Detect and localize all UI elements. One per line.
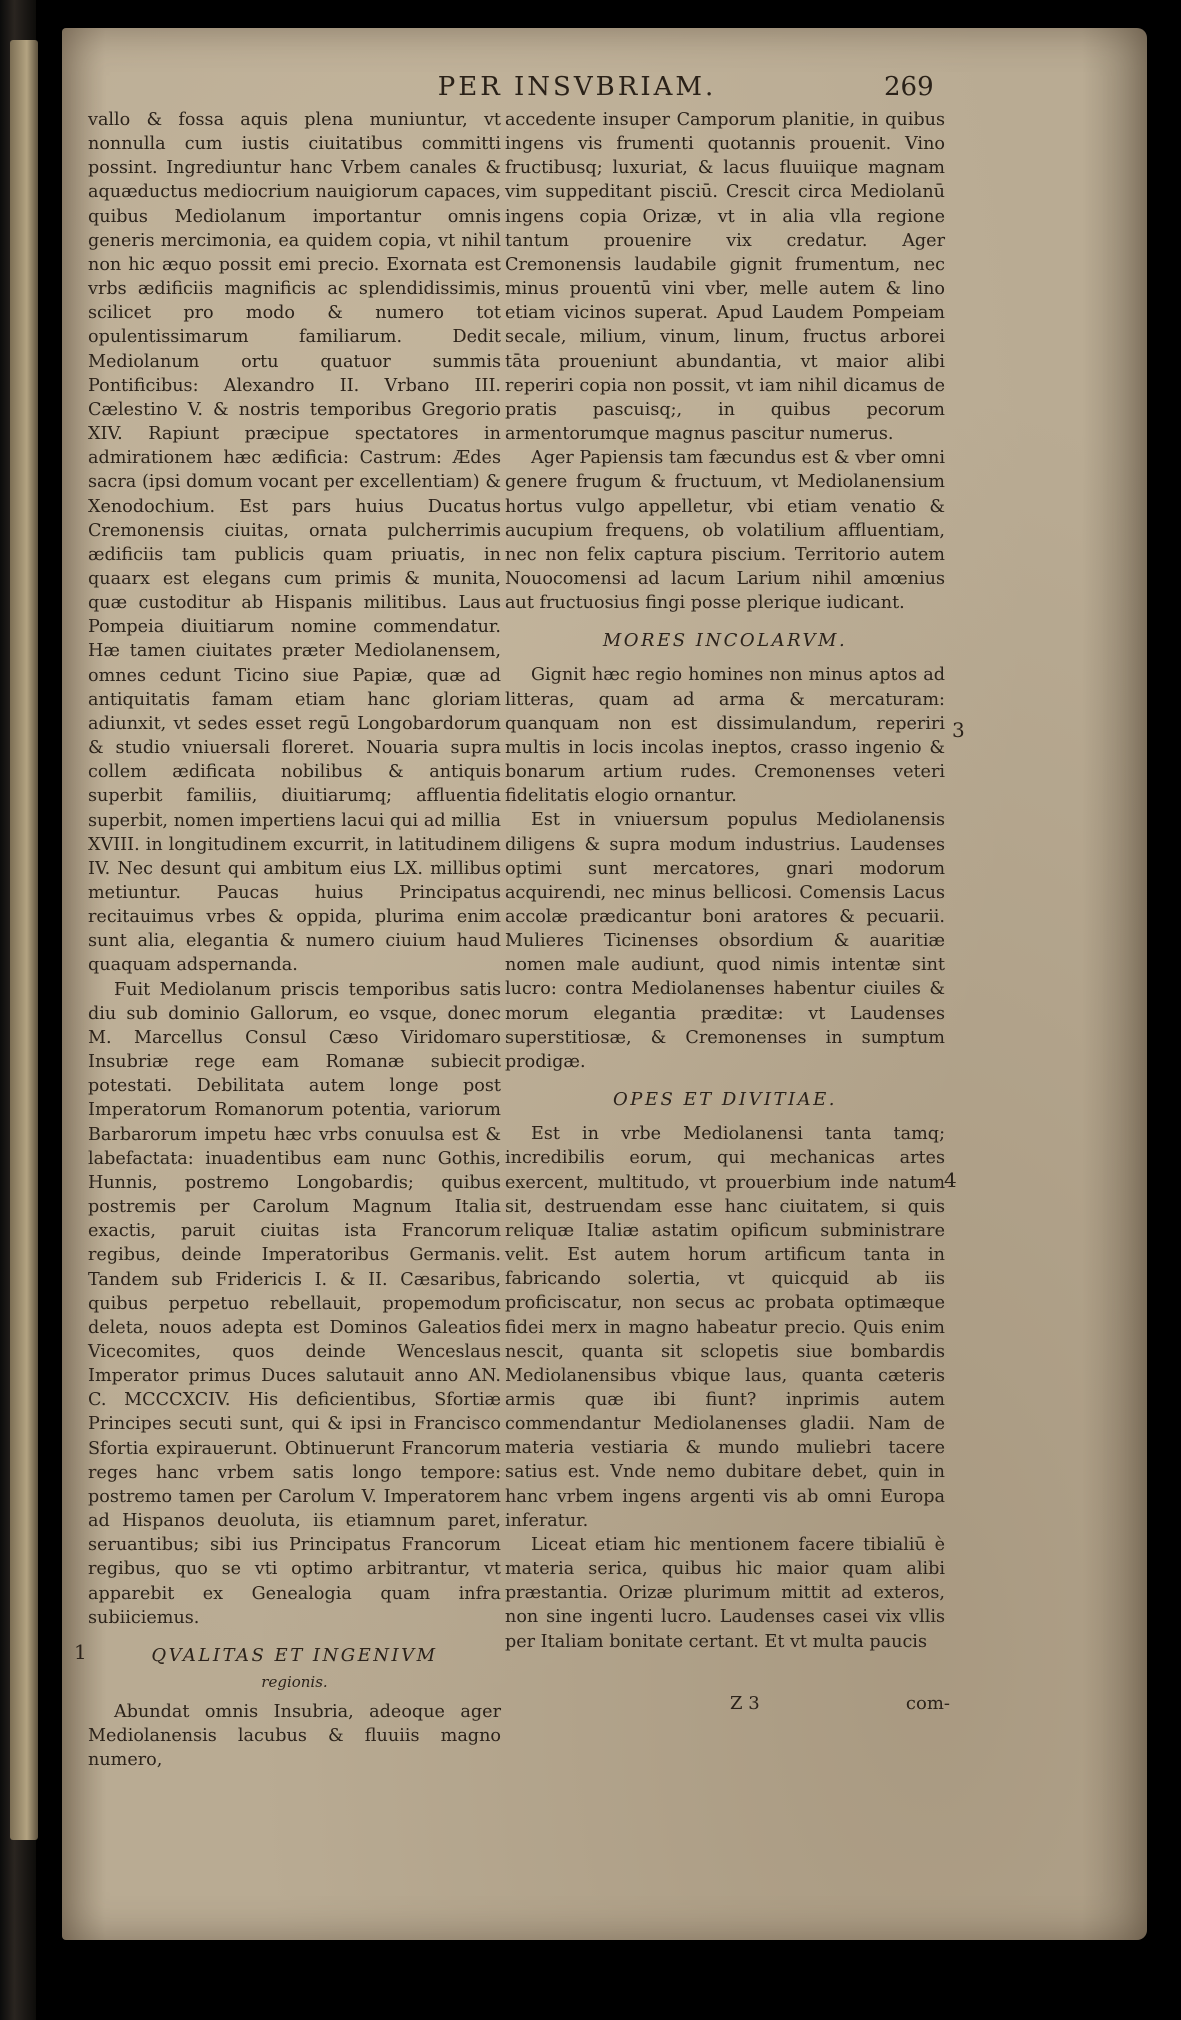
paragraph: vallo & fossa aquis plena muniuntur, vt nonnulla cum iustis ciuitatibus committi possint. Ingrediuntur hanc Vrbem canales & aquæductus mediocrium nauigiorum capaces, quibus Mediolanum importantur omnis generis mercimonia, ea quidem copia, vt nihil non hic æquo possit emi precio. Exornata est vrbs ædificiis magnificis ac splendidissimis, scilicet pro modo & numero tot opulentissimarum familiarum. Dedit Mediolanum ortu quatuor summis Pontificibus: Alexandro II. Vrbano III. Cælestino V. & nostris temporibus Gregorio XIV. Rapiunt præcipue spectatores in admirationem hæc ædificia: Castrum: Ædes sacra (ipsi domum vocant per excellentiam) & Xenodochium. Est pars huius Ducatus Cremonensis ciuitas, ornata pulcherrimis ædificiis tam publicis quam priuatis, in quaarx est elegans cum primis & munita, quæ custoditur ab Hispanis militibus. Laus Pompeia diuitiarum nomine commendatur. Hæ tamen ciuitates præter Mediolanensem, omnes cedunt Ticino siue Papiæ, quæ ad antiquitatis famam etiam hanc gloriam adiunxit, vt sedes esset regū Longobardorum & studio vniuersali floreret. Nouaria supra collem ædificata nobilibus & antiquis superbit familiis, diuitiarumq; affluentia superbit, nomen impertiens lacui qui ad millia XVIII. in longitudinem excurrit, in latitudinem IV. Nec desunt qui ambitum eius LX. millibus metiuntur. Paucas huius Principatus recitauimus vrbes & oppida, plurima enim sunt alia, elegantia & numero ciuium haud quaquam adspernanda. [88, 110, 501, 976]
margin-number-1: 1 [74, 1640, 87, 1664]
section-heading-mores: MORES INCOLARVM. [602, 630, 848, 652]
section-heading-opes: OPES ET DIVITIAE. [612, 1089, 838, 1111]
section-subheading: regionis. [261, 1673, 328, 1691]
margin-number-4: 4 [944, 1168, 957, 1192]
paragraph: Gignit hæc regio homines non minus aptos ad litteras, quam ad arma & mercaturam: quanquam non est dissimulandum, reperiri multis in locis incolas ineptos, crasso ingenio & bonarum artium rudes. Cremonenses veteri fidelitatis elogio ornantur. [505, 665, 945, 807]
facing-page-edge [10, 40, 38, 1840]
margin-number-3: 3 [952, 718, 965, 742]
catchword: com- [905, 1693, 950, 1714]
running-head: PER INSVBRIAM. [437, 72, 717, 102]
paragraph: Est in vniuersum populus Mediolanensis diligens & supra modum industrius. Laudenses optimi sunt mercatores, gnari modorum acquirendi, nec minus bellicosi. Comensis Lacus accolæ prædicantur boni aratores & pecuarii. Mulieres Ticinenses obsordium & auaritiæ nomen male audiunt, quod nimis intentæ sint lucro: contra Mediolanenses habentur ciuiles & morum elegantia præditæ: vt Laudenses superstitiosæ, & Cremonenses in sumptum prodigæ. [505, 810, 945, 1072]
left-column [88, 108, 501, 1773]
paragraph: accedente insuper Camporum planitie, in quibus ingens vis frumenti quotannis prouenit. Vino fructibusq; luxuriat, & lacus fluuiique magnam vim suppeditant pisciū. Crescit circa Mediolanū ingens copia Orizæ, vt in alia vlla regione tantum prouenire vix credatur. Ager Cremonensis laudabile gignit frumentum, nec minus prouentū vini vber, melle autem & lino etiam vicinos superat. Apud Laudem Pompeiam secale, milium, vinum, linum, fructus arborei tāta proueniunt abundantia, vt maior alibi reperiri copia non possit, vt iam nihil dicamus de pratis pascuisq;, in quibus pecorum armentorumque magnus pascitur numerus. [505, 110, 945, 445]
signature-mark: Z 3 [730, 1693, 760, 1714]
page-header [62, 72, 1147, 112]
paragraph: Liceat etiam hic mentionem facere tibialiū è materia serica, quibus hic maior quam alibi præstantia. Orizæ plurimum mittit ad exteros, non sine ingenti lucro. Laudenses casei vix vllis per Italiam bonitate certant. Et vt multa paucis [505, 1534, 945, 1652]
right-column [505, 108, 945, 1654]
paragraph: Est in vrbe Mediolanensi tanta tamq; incredibilis eorum, qui mechanicas artes exercent, multitudo, vt prouerbium inde natum sit, destruendam esse hanc ciuitatem, si quis reliquæ Italiæ astatim opificum subministrare velit. Est autem horum artificum tanta in fabricando solertia, vt quicquid ab iis proficiscatur, non secus ac probata optimæque fidei merx in magno habeatur precio. Quis enim nescit, quanta sit sclopetis siue bombardis Mediolanensibus vbique laus, quanta cæteris armis quæ ibi fiunt? inprimis autem commendantur Mediolanenses gladii. Nam de materia vestiaria & mundo muliebri tacere satius est. Vnde nemo dubitare debet, quin in hanc vrbem ingens argenti vis ab omni Europa inferatur. [505, 1124, 945, 1531]
paragraph: Ager Papiensis tam fæcundus est & vber omni genere frugum & fructuum, vt Mediolanensium hortus vulgo appelletur, vbi etiam venatio & aucupium frequens, ob volatilium affluentiam, nec non felix captura piscium. Territorio autem Nouocomensi ad lacum Larium nihil amœnius aut fructuosius fingi posse plerique iudicant. [505, 448, 945, 614]
page-footer [730, 1693, 950, 1723]
paragraph: Abundat omnis Insubria, adeoque ager Mediolanensis lacubus & fluuiis magno numero, [88, 1702, 501, 1771]
section-heading-qualitas: QVALITAS ET INGENIVM [151, 1644, 438, 1666]
page-number: 269 [884, 72, 934, 102]
paragraph: Fuit Mediolanum priscis temporibus satis diu sub dominio Gallorum, eo vsque, donec M. Marcellus Consul Cæso Viridomaro Insubriæ rege eam Romanæ subiecit potestati. Debilitata autem longe post Imperatorum Romanorum potentia, variorum Barbarorum impetu hæc vrbs conuulsa est & labefactata: inuadentibus eam nunc Gothis, Hunnis, postremo Longobardis; quibus postremis per Carolum Magnum Italia exactis, paruit ciuitas ista Francorum regibus, deinde Imperatoribus Germanis. Tandem sub Fridericis I. & II. Cæsaribus, quibus perpetuo rebellauit, propemodum deleta, nouos adepta est Dominos Galeatios Vicecomites, quos deinde Wenceslaus Imperator primus Duces salutauit anno AN. C. MCCCXCIV. His deficientibus, Sfortiæ Principes secuti sunt, qui & ipsi in Francisco Sfortia expirauerunt. Obtinuerunt Francorum reges hanc vrbem satis longo tempore: postremo tamen per Carolum V. Imperatorem ad Hispanos deuoluta, iis etiamnum paret, seruantibus; sibi ius Principatus Francorum regibus, quo se vti optimo arbitrantur, vt apparebit ex Genealogia quam infra subiiciemus. [88, 979, 501, 1628]
